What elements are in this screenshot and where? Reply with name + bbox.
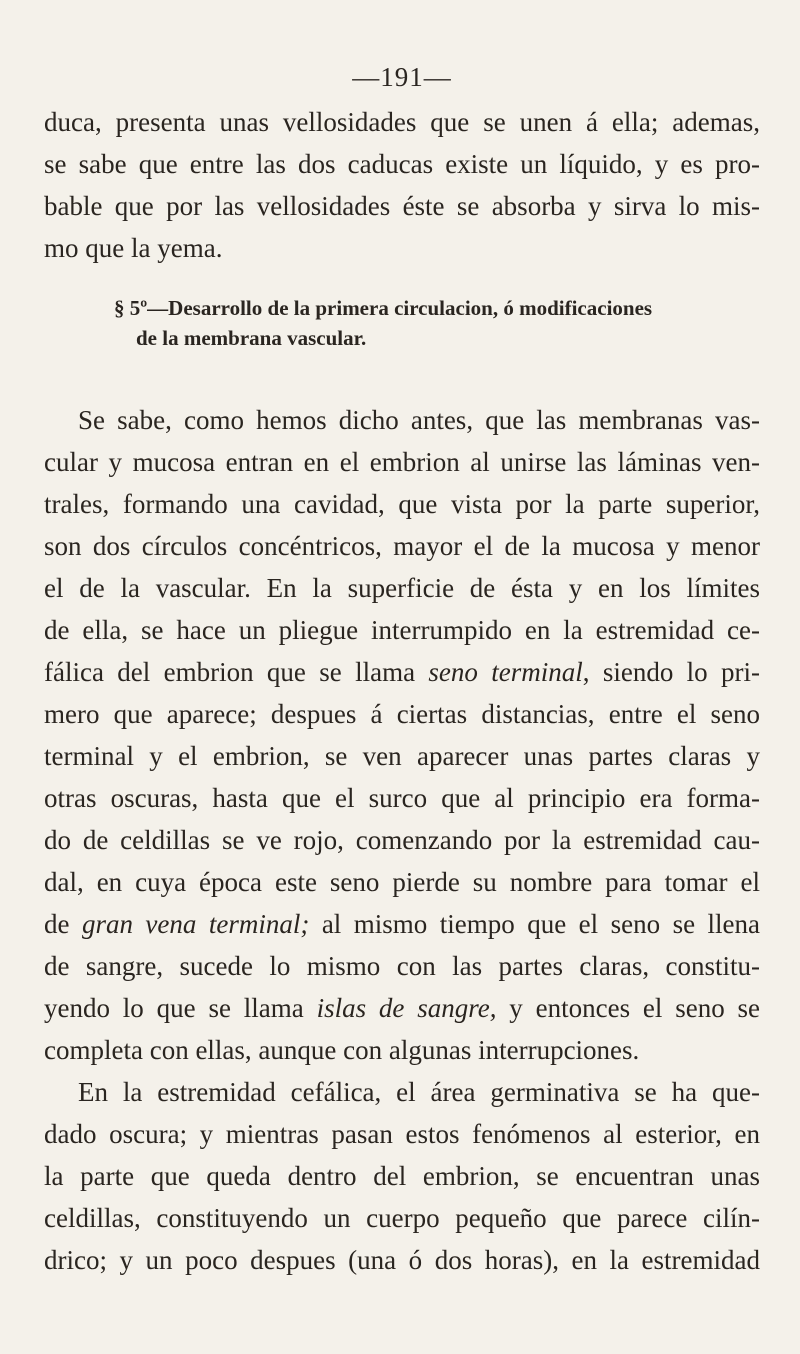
intro-paragraph <box>44 101 760 269</box>
text-fragment: de <box>44 909 82 939</box>
text-line: de ella, se hace un pliegue interrumpido en la estremidad ce- <box>44 615 760 645</box>
section-heading-line: de la membrana vascular. <box>136 326 367 350</box>
page-number: —191— <box>352 62 452 92</box>
text-line: dal, en cuya época este seno pierde su nombre para tomar el <box>44 867 760 897</box>
text-fragment: , siendo lo pri- <box>582 657 760 687</box>
text-line: completa con ellas, aunque con algunas interrupciones. <box>44 1035 640 1065</box>
text-line: Se sabe, como hemos dicho antes, que las membranas vas- <box>78 405 760 435</box>
text-line: mo que la yema. <box>44 233 223 263</box>
text-line <box>44 651 760 693</box>
text-line: duca, presenta unas vellosidades que se unen á ella; ademas, <box>44 107 760 137</box>
text-line: la parte que queda dentro del embrion, se encuentran unas <box>44 1161 760 1191</box>
text-line <box>44 903 760 945</box>
italic-term: seno terminal <box>428 657 583 687</box>
text-line: celdillas, constituyendo un cuerpo pequeño que parece cilín- <box>44 1203 760 1233</box>
text-line <box>44 987 760 1029</box>
text-line: otras oscuras, hasta que el surco que al principio era forma- <box>44 783 760 813</box>
text-fragment: yendo lo que se llama <box>44 993 317 1023</box>
italic-term: gran vena terminal; <box>81 909 310 939</box>
text-line: mero que aparece; despues á ciertas distancias, entre el seno <box>44 699 760 729</box>
section-heading <box>44 293 760 353</box>
text-line: son dos círculos concéntricos, mayor el de la mucosa y menor <box>44 531 760 561</box>
section-heading-line: § 5º—Desarrollo de la primera circulacion, ó modificaciones <box>114 296 653 320</box>
text-line: do de celdillas se ve rojo, comenzando por la estremidad cau- <box>44 825 760 855</box>
text-line: En la estremidad cefálica, el área germinativa se ha que- <box>78 1077 760 1107</box>
text-line: de sangre, sucede lo mismo con las partes claras, constitu- <box>44 951 760 981</box>
text-line: drico; y un poco despues (una ó dos horas), en la estremidad <box>44 1245 760 1275</box>
text-fragment: fálica del embrion que se llama <box>44 657 429 687</box>
text-fragment: al mismo tiempo que el seno se llena <box>309 909 760 939</box>
text-line: cular y mucosa entran en el embrion al unirse las láminas ven- <box>44 447 760 477</box>
text-line: trales, formando una cavidad, que vista por la parte superior, <box>44 489 760 519</box>
text-line: dado oscura; y mientras pasan estos fenómenos al esterior, en <box>44 1119 760 1149</box>
paragraph-cephalic-end <box>44 1071 760 1281</box>
text-line: el de la vascular. En la superficie de ésta y en los límites <box>44 573 760 603</box>
text-line: bable que por las vellosidades éste se absorba y sirva lo mis- <box>44 191 760 221</box>
paragraph-first-circulation <box>44 399 760 1071</box>
italic-term: islas de sangre, <box>316 993 497 1023</box>
text-line: se sabe que entre las dos caducas existe un líquido, y es pro- <box>44 149 760 179</box>
text-line: terminal y el embrion, se ven aparecer unas partes claras y <box>44 741 760 771</box>
text-fragment: y entonces el seno se <box>496 993 761 1023</box>
